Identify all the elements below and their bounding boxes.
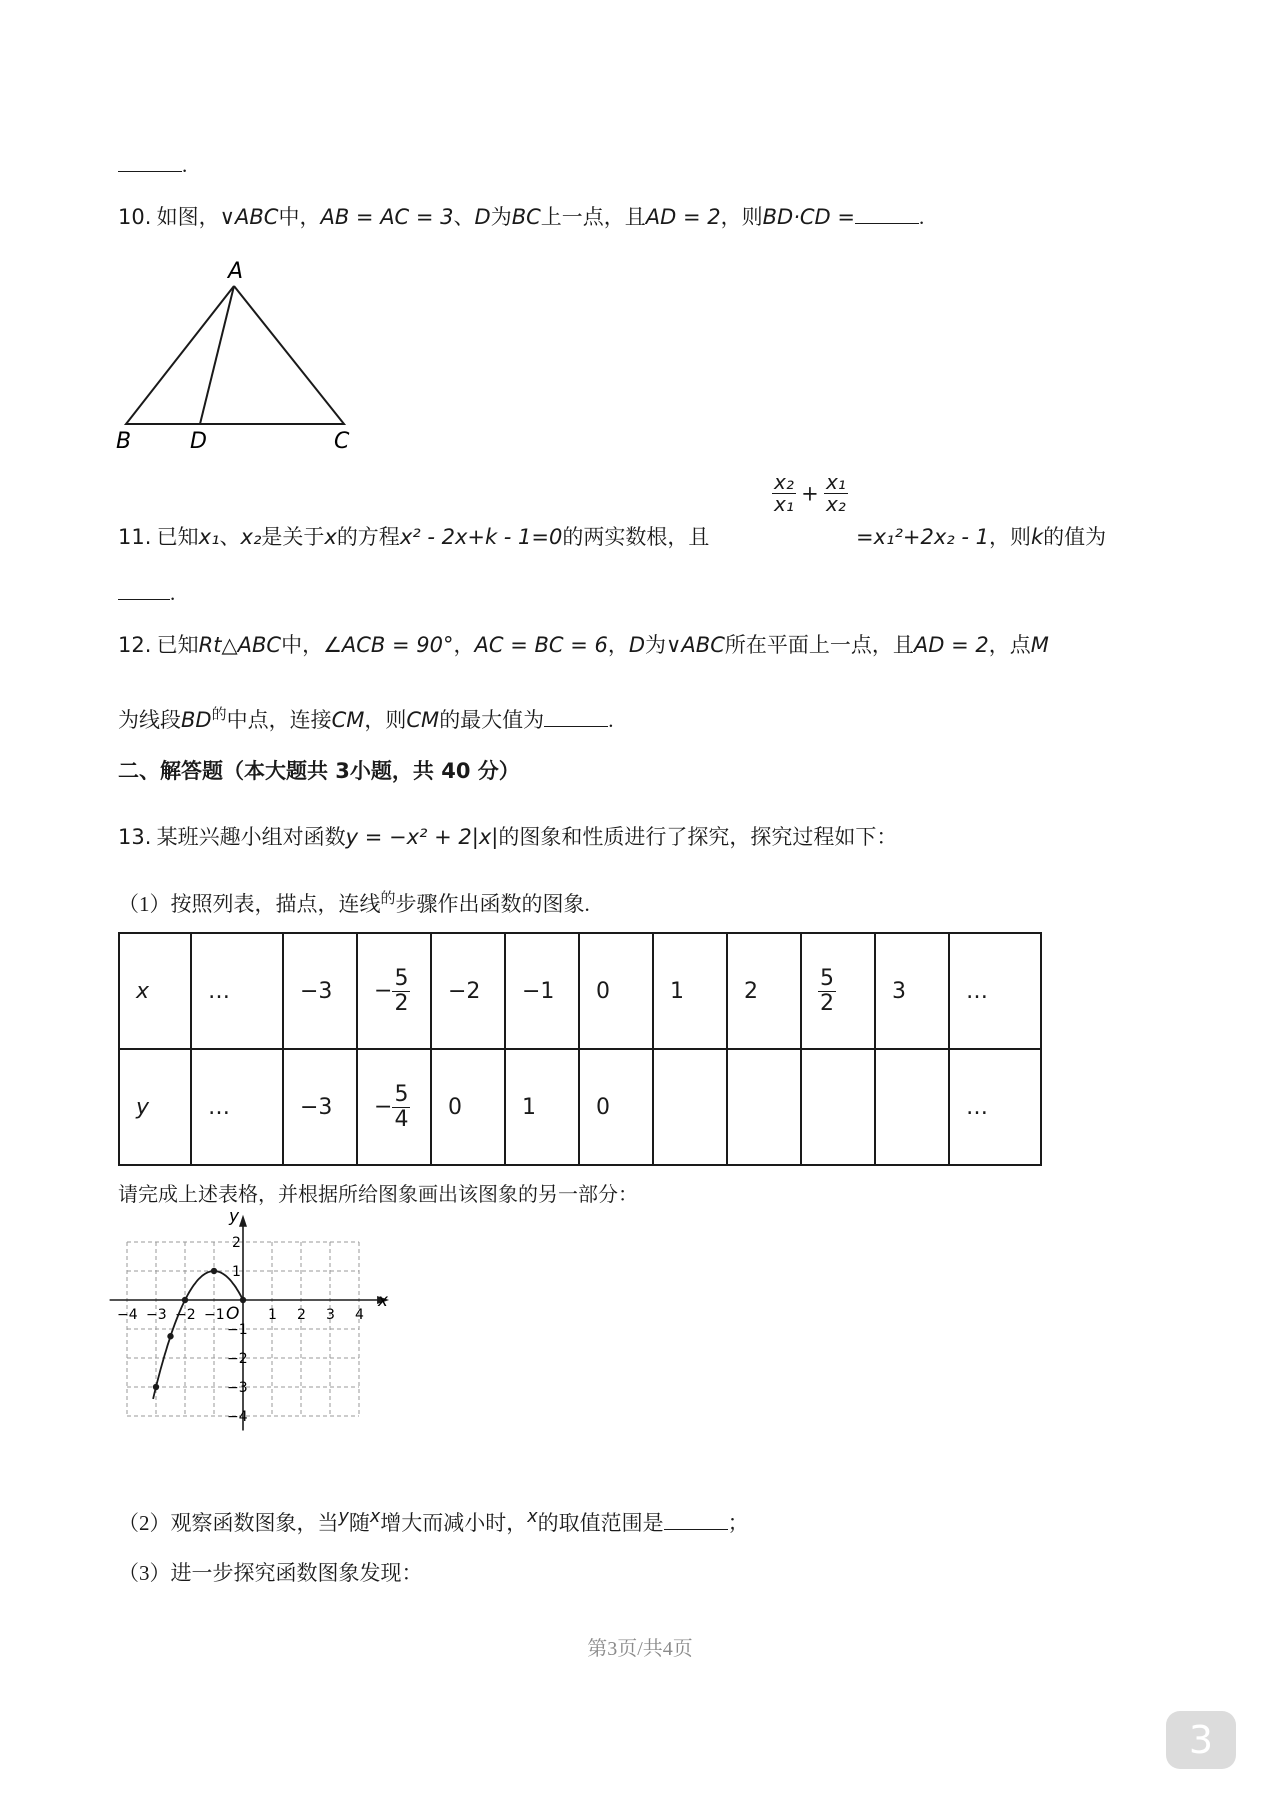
table-cell[interactable] (653, 1049, 727, 1165)
question-11 (118, 522, 709, 552)
page-footer: 第3页/共4页 (587, 1638, 693, 1660)
y-tick-label: −3 (227, 1380, 248, 1396)
q11-f1-den: x₁ (774, 492, 794, 516)
x-tick-label: −4 (117, 1307, 138, 1323)
page-number-badge[interactable]: 3 (1166, 1711, 1236, 1769)
q11-k: k (1030, 525, 1044, 549)
table-cell: 1 (653, 933, 727, 1049)
q13-part-2 (118, 1502, 749, 1538)
q11-text: 是关于 (261, 525, 325, 549)
q10-text: 如图， (156, 205, 220, 229)
q11-equation: x² - 2x+k - 1=0 (399, 525, 563, 549)
table-cell[interactable]: … (949, 1049, 1041, 1165)
table-header-y: y (119, 1049, 191, 1165)
q11-text: 的值为 (1043, 525, 1107, 549)
x-tick-label: −3 (146, 1307, 167, 1323)
question-10 (118, 202, 924, 232)
sign: − (374, 1094, 393, 1120)
q11-fraction-1 (772, 472, 796, 515)
sign: − (374, 978, 393, 1004)
q10-equation: AD = 2 (645, 205, 721, 229)
q11-rhs-line (856, 522, 1106, 552)
q11-text: ，则 (988, 525, 1031, 549)
table-cell: −1 (505, 933, 579, 1049)
q13-text: 增大而减小时， (380, 1511, 528, 1535)
q11-rhs: =x₁²+2x₂ - 1 (856, 525, 989, 549)
q13-text: （2）观察函数图象，当 (118, 1511, 339, 1535)
table-row-x (119, 933, 1041, 1049)
table-cell[interactable]: 0 (579, 1049, 653, 1165)
q12-text: 中点，连接 (226, 708, 332, 732)
table-cell[interactable] (357, 1049, 431, 1165)
q12-triangle: Rt△ABC (198, 633, 282, 657)
y-axis-label: y (229, 1206, 240, 1227)
y-axis-arrow (239, 1215, 247, 1227)
table-row-y (119, 1049, 1041, 1165)
q13-text: 步骤作出函数的图象. (395, 892, 590, 916)
q11-tail: . (170, 581, 176, 605)
denominator: 2 (394, 990, 409, 1016)
q13-instruction: 请完成上述表格，并根据所给图象画出该图象的另一部分： (118, 1184, 638, 1206)
q12-segment-bd: BD (181, 708, 212, 732)
q10-segment-bc: BC (511, 205, 541, 229)
table-cell: … (191, 933, 283, 1049)
plotted-point (167, 1333, 173, 1339)
table-cell[interactable]: −3 (283, 1049, 357, 1165)
fraction-value (818, 966, 836, 1016)
x-axis-label: x (377, 1291, 388, 1311)
x-tick-label: −2 (175, 1307, 196, 1323)
plotted-point (182, 1297, 188, 1303)
fraction-value (374, 1082, 410, 1132)
y-tick-label: −4 (227, 1409, 248, 1425)
q11-number: 11. (118, 525, 152, 549)
q13-number: 13. (118, 825, 152, 849)
table-cell: 2 (727, 933, 801, 1049)
q10-point-d: D (474, 205, 491, 229)
q11-f2-num: x₁ (825, 470, 846, 494)
q11-text: 已知 (156, 525, 199, 549)
q9-tail: . (182, 153, 188, 177)
q13-text: 的图象和性质进行了探究，探究过程如下： (498, 825, 898, 849)
q12-number: 12. (118, 633, 152, 657)
q13-text: （1）按照列表，描点，连线 (118, 892, 381, 916)
x-tick-label: 2 (297, 1307, 306, 1323)
numerator: 5 (394, 966, 409, 992)
q11-answer-line (118, 578, 175, 608)
question-12 (118, 630, 1049, 660)
label-b: B (116, 429, 132, 454)
answer-blank[interactable] (118, 153, 182, 172)
q12-tail: . (608, 708, 614, 732)
q11-f2-den: x₂ (825, 492, 846, 516)
q10-equation: BD·CD = (762, 205, 855, 229)
q13-text: ； (727, 1511, 749, 1535)
table-cell[interactable]: … (191, 1049, 283, 1165)
table-cell: −3 (283, 933, 357, 1049)
q13-x: x (369, 1507, 381, 1527)
q10-text: 、 (453, 205, 475, 229)
table-cell[interactable] (727, 1049, 801, 1165)
q11-x: x (324, 525, 337, 549)
q12-equation: AC = BC = 6 (474, 633, 608, 657)
y-tick-label: −1 (227, 1322, 248, 1338)
x-tick-label: 3 (326, 1307, 335, 1323)
fraction (392, 967, 410, 1014)
triangle-figure (110, 256, 370, 456)
table-cell[interactable]: 1 (505, 1049, 579, 1165)
x-tick-label: 4 (355, 1307, 364, 1323)
q12-text: 的 (211, 707, 227, 723)
answer-blank[interactable] (544, 708, 608, 727)
q10-tail: . (918, 205, 925, 229)
fraction (392, 1083, 410, 1130)
question-13 (118, 822, 897, 852)
q11-plus: + (801, 481, 819, 506)
q12-text: 中， (281, 633, 324, 657)
q12-text: 的最大值为 (439, 708, 545, 732)
fraction (818, 967, 836, 1014)
numerator: 5 (394, 1082, 409, 1108)
table-cell: 0 (579, 933, 653, 1049)
q12-text: ，则 (364, 708, 407, 732)
table-cell (801, 933, 875, 1049)
table-cell: … (949, 933, 1041, 1049)
q11-text: 的方程 (336, 525, 400, 549)
plotted-point (153, 1384, 159, 1390)
answer-blank[interactable] (118, 581, 170, 600)
q12-segment-cm: CM (406, 708, 440, 732)
q12-point-m: M (1030, 633, 1049, 657)
plotted-point (211, 1268, 217, 1274)
question-12-line-2 (118, 700, 613, 735)
x-tick-label: −1 (204, 1307, 225, 1323)
q11-x1: x₁ (198, 525, 220, 549)
q12-text: 已知 (156, 633, 199, 657)
label-a: A (228, 259, 244, 284)
plotted-point (240, 1297, 246, 1303)
q11-fraction-2 (824, 472, 848, 515)
q13-text: 的 (380, 891, 396, 907)
q12-text: ，点 (988, 633, 1031, 657)
fraction-value (374, 966, 410, 1016)
q12-text: 为 (645, 633, 667, 657)
q12-text: ， (453, 633, 475, 657)
q13-text: 某班兴趣小组对函数 (156, 825, 346, 849)
q10-triangle: ∨ABC (219, 205, 279, 229)
q12-segment-cm: CM (331, 708, 365, 732)
q13-text: 的取值范围是 (537, 1511, 664, 1535)
q12-triangle-abc: ∨ABC (666, 633, 725, 657)
answer-blank[interactable] (855, 205, 919, 224)
section-heading: 二、解答题（本大题共 3小题，共 40 分） (118, 759, 520, 783)
y-tick-label: −2 (227, 1351, 248, 1367)
table-header-x: x (119, 933, 191, 1049)
q13-x: x (527, 1507, 538, 1527)
table-cell: 3 (875, 933, 949, 1049)
q11-text: 、 (219, 525, 241, 549)
q12-point-d: D (628, 633, 646, 657)
q11-text: 的两实数根，且 (562, 525, 710, 549)
q12-text: 所在平面上一点，且 (724, 633, 914, 657)
table-cell[interactable] (875, 1049, 949, 1165)
q10-equation: AB = AC = 3 (320, 205, 454, 229)
q11-x2: x₂ (240, 525, 262, 549)
table-cell[interactable] (801, 1049, 875, 1165)
denominator: 4 (394, 1106, 409, 1132)
q10-number: 10. (118, 205, 152, 229)
function-graph (110, 1206, 460, 1492)
q13-y: y (338, 1507, 349, 1527)
q13-part-1 (118, 884, 590, 919)
q10-text: 为 (490, 205, 512, 229)
q13-function: y = −x² + 2|x| (345, 825, 499, 849)
numerator: 5 (820, 966, 834, 992)
q11-f1-num: x₂ (774, 470, 794, 494)
denominator: 2 (820, 990, 834, 1016)
q9-tail-line (118, 150, 187, 180)
q12-angle: ∠ACB = 90° (323, 633, 454, 657)
q11-fraction-sum (772, 472, 848, 515)
q10-text: 中， (278, 205, 321, 229)
q10-text: ，则 (720, 205, 763, 229)
q13-text: 随 (348, 1511, 370, 1535)
y-tick-label: 2 (232, 1235, 241, 1251)
q12-text: ， (607, 633, 629, 657)
y-tick-label: 1 (232, 1264, 241, 1280)
table-cell (357, 933, 431, 1049)
q12-text: 为线段 (118, 708, 181, 732)
triangle-abc (126, 286, 344, 424)
table-cell[interactable]: 0 (431, 1049, 505, 1165)
label-c: C (334, 429, 350, 454)
table-cell: −2 (431, 933, 505, 1049)
q10-text: 上一点，且 (540, 205, 646, 229)
origin-label: O (226, 1304, 240, 1324)
value-table (118, 932, 1042, 1166)
label-d: D (190, 429, 207, 454)
q12-equation: AD = 2 (913, 633, 989, 657)
answer-blank[interactable] (664, 1511, 728, 1530)
x-tick-label: 1 (268, 1307, 277, 1323)
q13-part-3: （3）进一步探究函数图象发现： (118, 1561, 423, 1585)
